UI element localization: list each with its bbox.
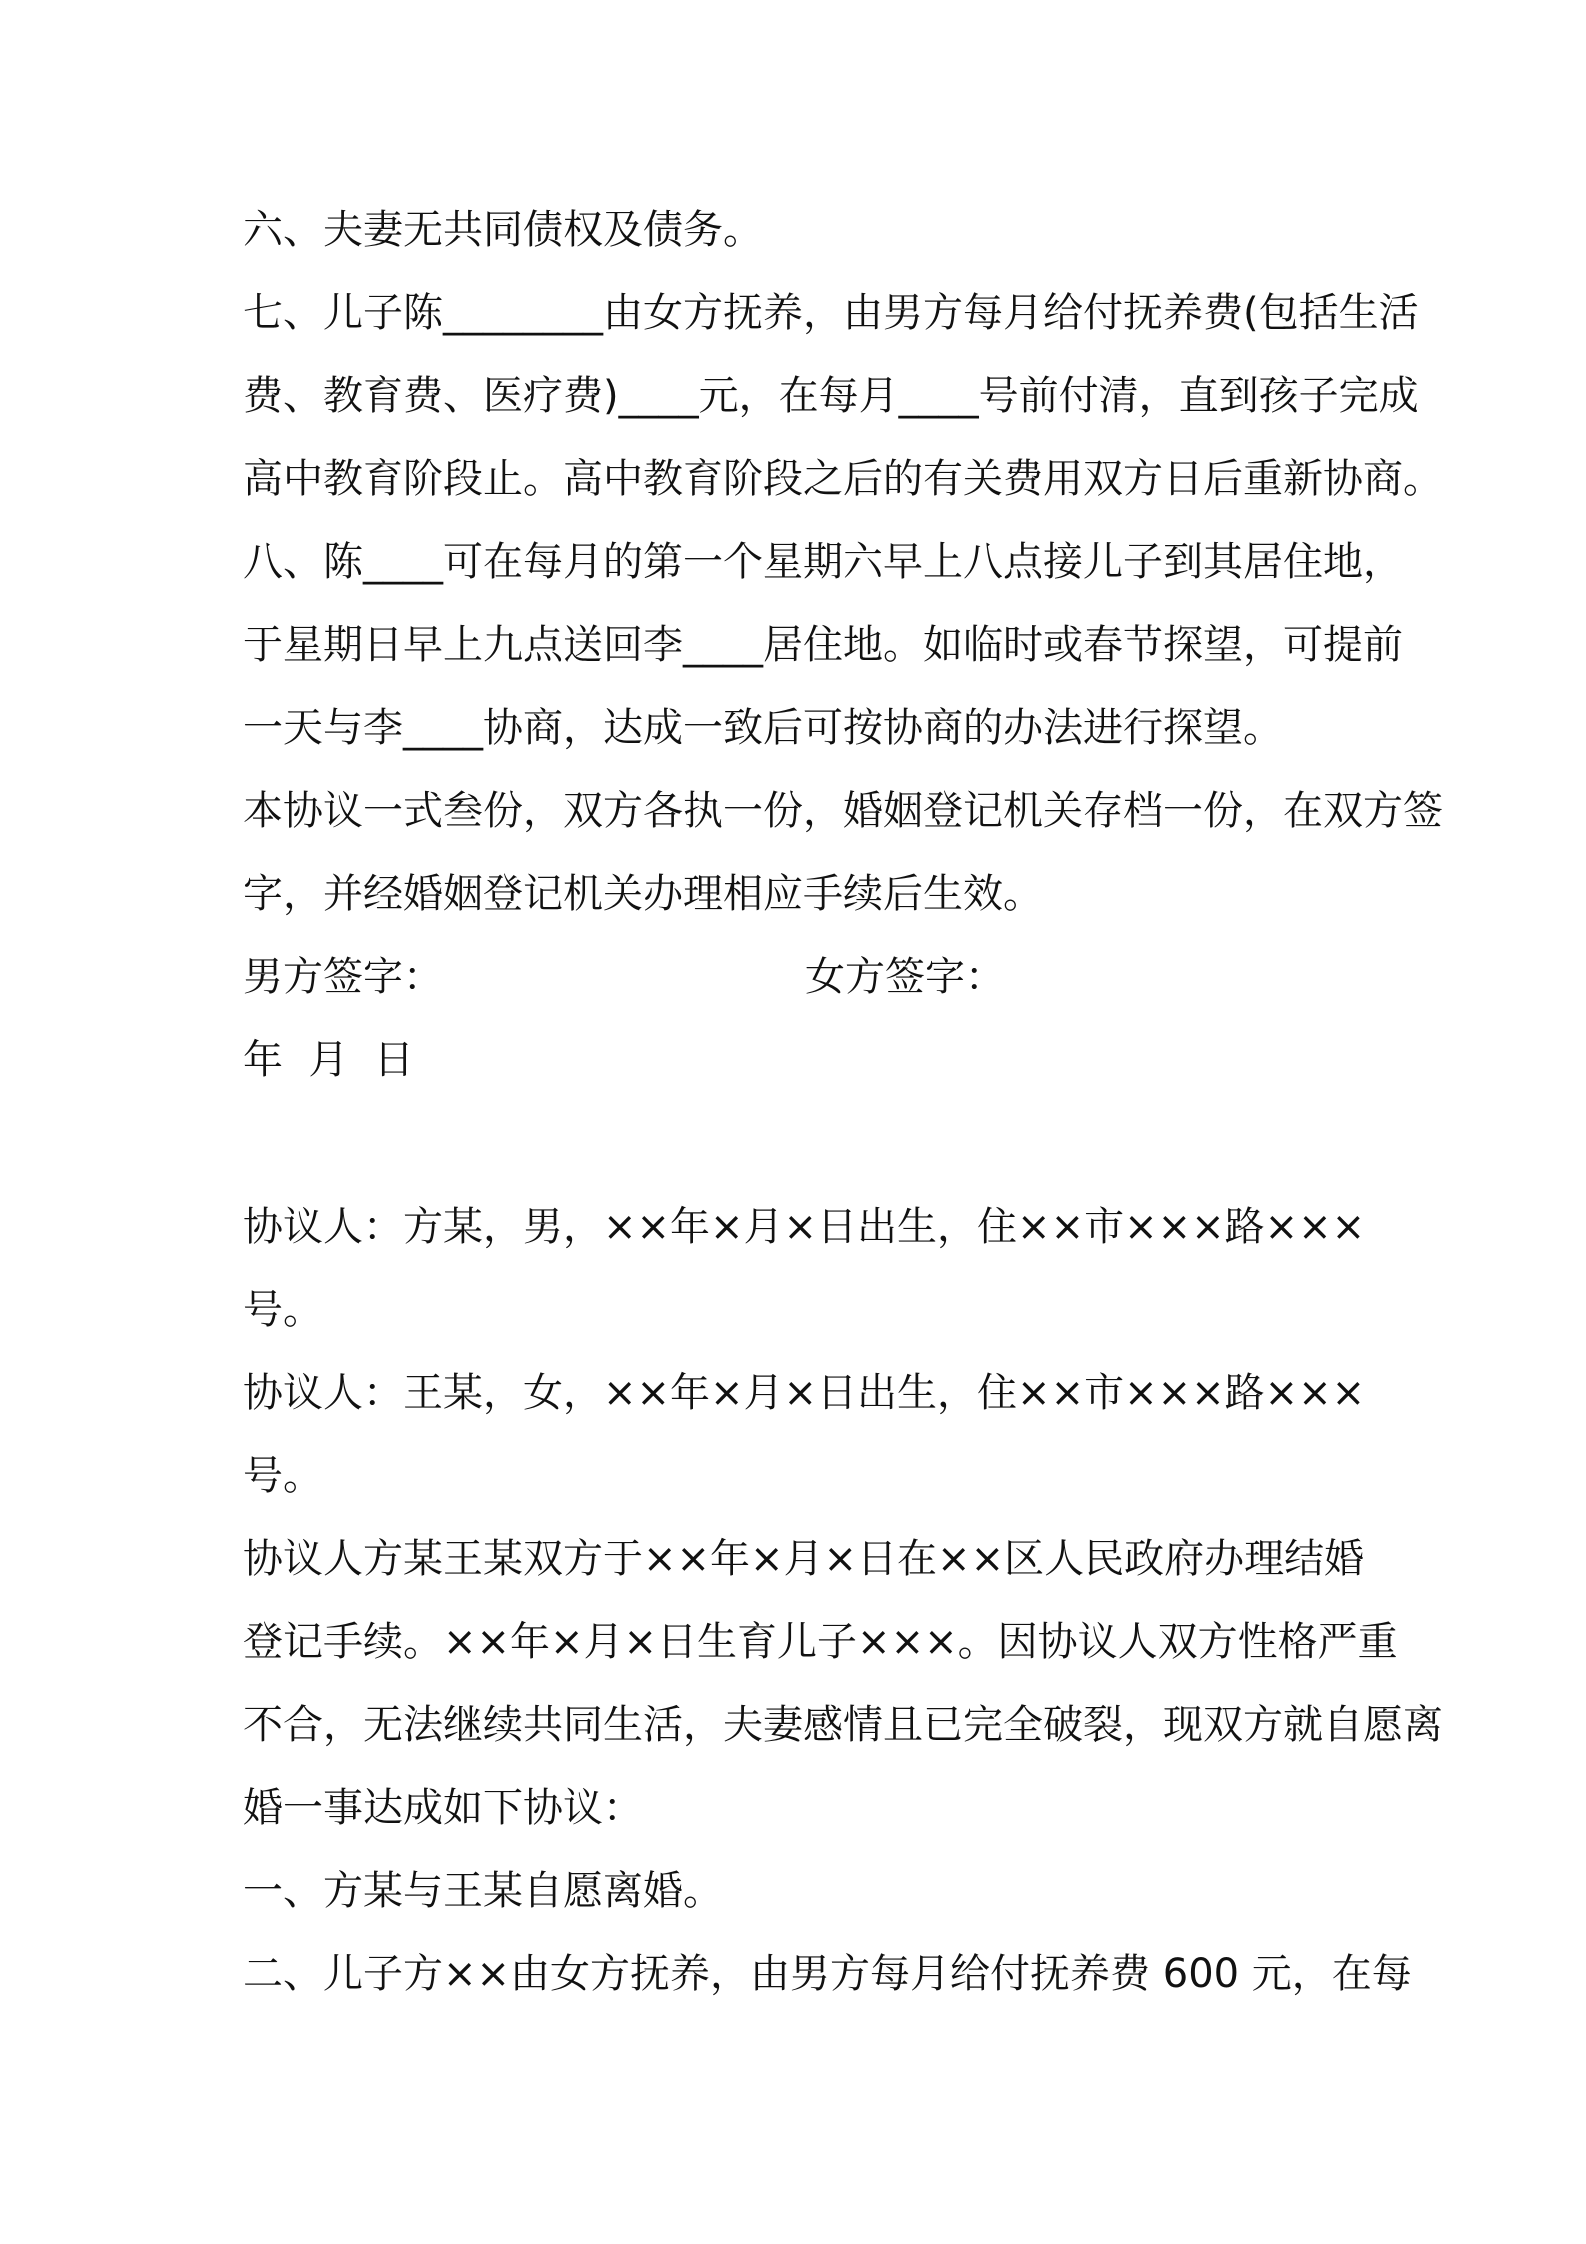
preamble-line-4: 婚一事达成如下协议： <box>243 1785 643 1831</box>
party-two-line-1: 协议人：王某，女，××年×月×日出生，住××市×××路××× <box>243 1370 1366 1416</box>
female-signature-label: 女方签字： <box>805 954 1005 1000</box>
date-line: 年 月 日 <box>243 1037 414 1083</box>
preamble-line-3: 不合，无法继续共同生活，夫妻感情且已完全破裂，现双方就自愿离 <box>243 1702 1443 1748</box>
preamble-line-2: 登记手续。××年×月×日生育儿子×××。因协议人双方性格严重 <box>243 1619 1398 1665</box>
copies-clause-line-2: 字，并经婚姻登记机关办理相应手续后生效。 <box>243 871 1043 917</box>
clause-seven-line-2: 费、教育费、医疗费)____元，在每月____号前付清，直到孩子完成 <box>243 373 1419 419</box>
party-one-line-1: 协议人：方某，男，××年×月×日出生，住××市×××路××× <box>243 1204 1366 1250</box>
clause-eight-line-3: 一天与李____协商，达成一致后可按协商的办法进行探望。 <box>243 705 1283 751</box>
clause-one: 一、方某与王某自愿离婚。 <box>243 1868 723 1914</box>
party-one-line-2: 号。 <box>243 1287 323 1333</box>
preamble-line-1: 协议人方某王某双方于××年×月×日在××区人民政府办理结婚 <box>243 1536 1365 1582</box>
clause-eight-line-2: 于星期日早上九点送回李____居住地。如临时或春节探望，可提前 <box>243 622 1403 668</box>
clause-eight-line-1: 八、陈____可在每月的第一个星期六早上八点接儿子到其居住地， <box>243 539 1403 585</box>
clause-seven-line-1: 七、儿子陈________由女方抚养，由男方每月给付抚养费(包括生活 <box>243 290 1419 336</box>
male-signature-label: 男方签字： <box>243 954 443 1000</box>
party-two-line-2: 号。 <box>243 1453 323 1499</box>
clause-two-line-1: 二、儿子方××由女方抚养，由男方每月给付抚养费 600 元，在每 <box>243 1951 1412 1997</box>
copies-clause-line-1: 本协议一式叁份，双方各执一份，婚姻登记机关存档一份，在双方签 <box>243 788 1443 834</box>
clause-seven-line-3: 高中教育阶段止。高中教育阶段之后的有关费用双方日后重新协商。 <box>243 456 1443 502</box>
clause-six: 六、夫妻无共同债权及债务。 <box>243 207 763 253</box>
